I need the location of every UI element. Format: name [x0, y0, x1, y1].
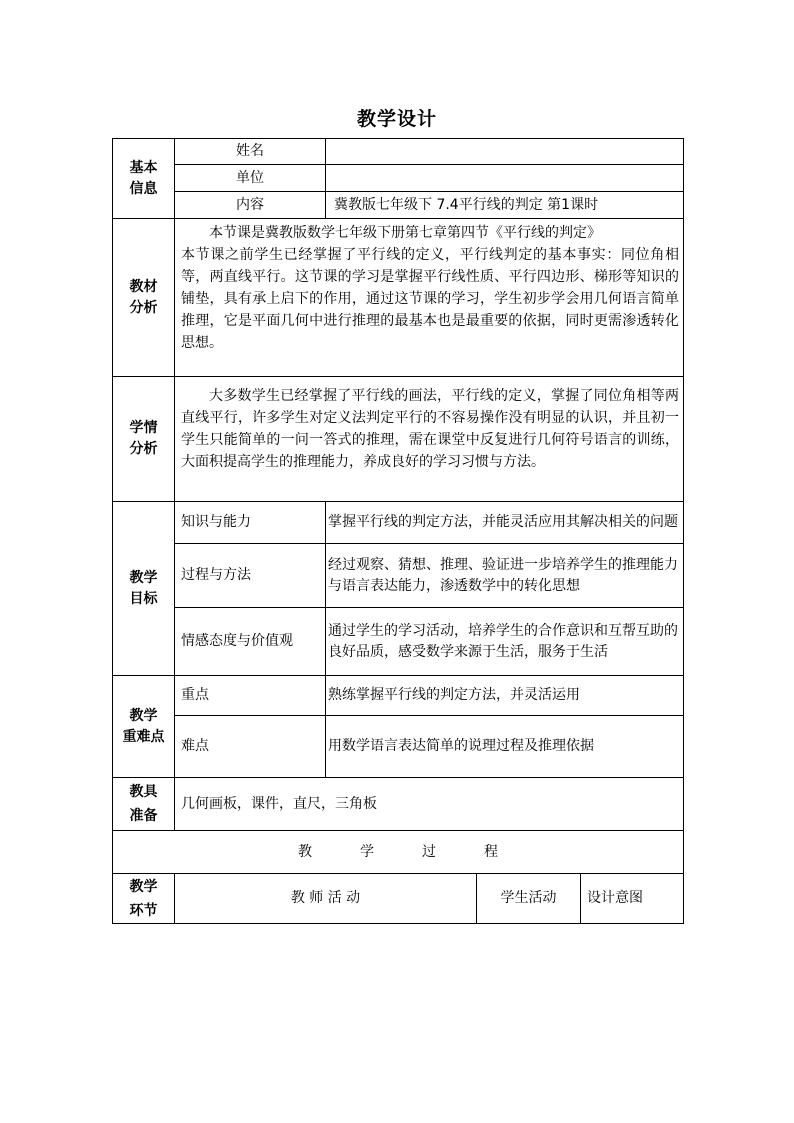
process-heading-char: 教 [298, 843, 312, 860]
section-label: 目标 [129, 590, 158, 607]
objective-value: 经过观察、猜想、推理、验证进一步培养学生的推理能力与语言表达能力，渗透数学中的转化思想 [326, 544, 684, 608]
section-tools [113, 778, 175, 831]
unit-value [326, 165, 684, 192]
row-learner-analysis [113, 377, 684, 502]
section-label: 分析 [129, 299, 158, 316]
column-stage [113, 874, 175, 924]
row-objective [113, 502, 684, 544]
section-basic-info [113, 139, 175, 219]
column-student-activity: 学生活动 [477, 874, 581, 924]
column-stage-label: 教学 [129, 878, 158, 895]
textbook-analysis-line-1: 本节课是冀教版数学七年级下册第七章第四节《平行线的判定》 [209, 225, 601, 241]
row-name [113, 139, 684, 165]
process-heading [113, 831, 684, 874]
section-learner-analysis [113, 377, 175, 502]
section-textbook-analysis [113, 219, 175, 377]
process-heading-char: 学 [360, 843, 374, 860]
content-label: 内容 [175, 192, 326, 219]
row-key-point [113, 676, 684, 716]
column-teacher-activity: 教 师 活 动 [175, 874, 477, 924]
section-label: 准备 [129, 808, 158, 824]
objective-key: 过程与方法 [175, 544, 326, 608]
document-title: 教学设计 [356, 108, 437, 130]
key-point-value: 熟练掌握平行线的判定方法，并灵活运用 [326, 676, 684, 716]
section-key-points [113, 676, 175, 778]
name-value [326, 139, 684, 165]
section-label: 教学 [129, 707, 158, 724]
section-label: 重难点 [122, 728, 165, 745]
row-objective [113, 608, 684, 676]
tools-value: 几何画板，课件，直尺，三角板 [175, 778, 684, 831]
section-label: 分析 [129, 441, 158, 457]
lesson-plan-table [112, 138, 684, 924]
row-process-heading [113, 831, 684, 874]
objective-value: 掌握平行线的判定方法，并能灵活应用其解决相关的问题 [326, 502, 684, 544]
section-label: 教材 [129, 278, 158, 295]
section-label: 教具 [129, 784, 158, 800]
content-value: 冀教版七年级下 7.4平行线的判定 第1课时 [326, 192, 684, 219]
objective-key: 情感态度与价值观 [175, 608, 326, 676]
row-objective [113, 544, 684, 608]
column-design-intent: 设计意图 [581, 874, 684, 924]
process-heading-char: 过 [422, 843, 436, 860]
row-difficult-point [113, 716, 684, 778]
section-label: 信息 [129, 180, 158, 197]
textbook-analysis-body: 本节课之前学生已经掌握了平行线的定义，平行线判定的基本事实：同位角相等，两直线平行。这节课的学习是掌握平行线性质、平行四边形、梯形等知识的铺垫，具有承上启下的作用，通过这节课的学习，学生初步学会用几何语言简单推理，它是平面几何中进行推理的最基本也是最重要的依据，同时更需渗透转化思想。 [181, 247, 679, 351]
learner-analysis-body: 大多数学生已经掌握了平行线的画法，平行线的定义，掌握了同位角相等两直线平行，许多学生对定义法判定平行的不容易操作没有明显的认识，并且初一学生只能简单的一问一答式的推理，需在课堂中反复进行几何符号语言的训练，大面积提高学生的推理能力，养成良好的学习习惯与方法。 [181, 388, 679, 470]
objective-value: 通过学生的学习活动，培养学生的合作意识和互帮互助的良好品质，感受数学来源于生活，服务于生活 [326, 608, 684, 676]
section-label: 基本 [129, 159, 158, 176]
section-objectives [113, 502, 175, 676]
difficult-point-value: 用数学语言表达简单的说理过程及推理依据 [326, 716, 684, 778]
row-tools [113, 778, 684, 831]
key-point-key: 重点 [175, 676, 326, 716]
section-label: 学情 [129, 420, 158, 436]
row-textbook-analysis [113, 219, 684, 377]
process-heading-char: 程 [484, 843, 498, 860]
unit-label: 单位 [175, 165, 326, 192]
section-label: 教学 [129, 569, 158, 586]
objective-key: 知识与能力 [175, 502, 326, 544]
column-stage-label: 环节 [129, 902, 158, 919]
difficult-point-key: 难点 [175, 716, 326, 778]
row-unit [113, 165, 684, 192]
row-content [113, 192, 684, 219]
learner-analysis-text [175, 377, 684, 502]
name-label: 姓名 [175, 139, 326, 165]
row-process-columns [113, 874, 684, 924]
textbook-analysis-text [175, 219, 684, 377]
